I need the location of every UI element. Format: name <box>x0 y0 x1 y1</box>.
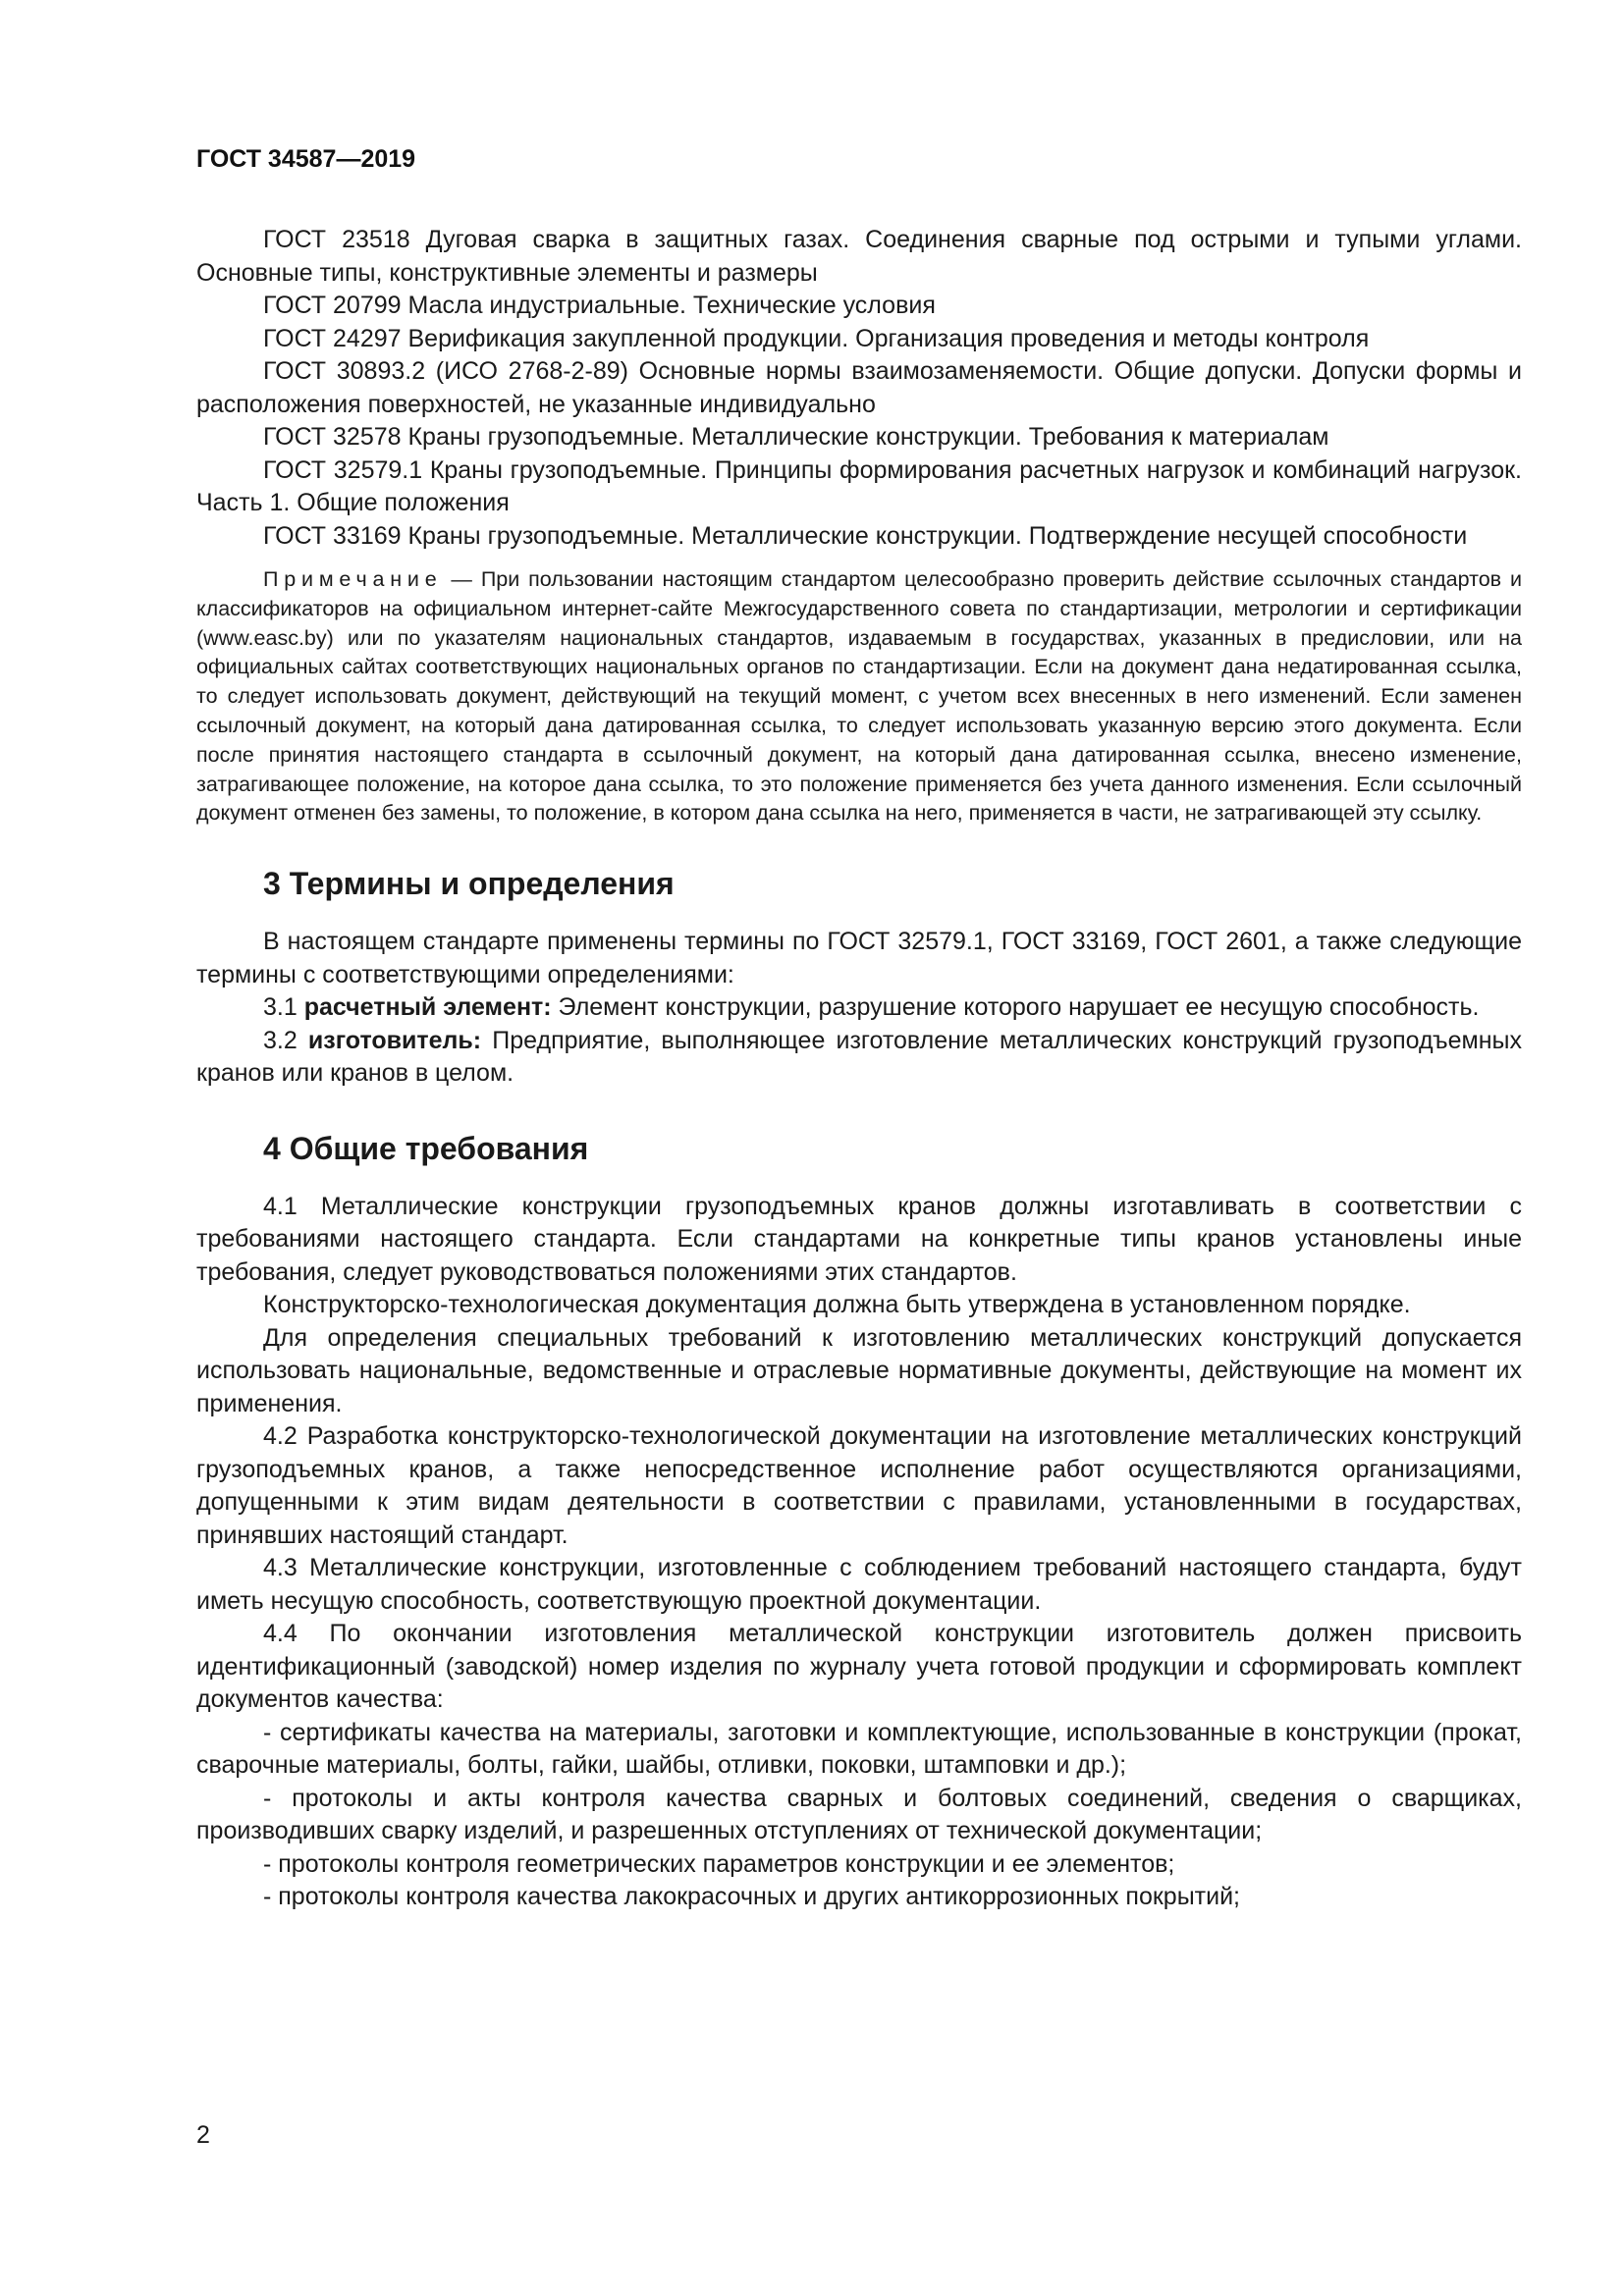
reference-item: ГОСТ 32579.1 Краны грузоподъемные. Принципы формирования расчетных нагрузок и комбинаций нагрузок. Часть 1. Общие положения <box>196 455 1522 516</box>
section-4-paragraph: 4.3 Металлические конструкции, изготовленные с соблюдением требований настоящего стандарта, будут иметь несущую способность, соответствующую проектной документации. <box>196 1554 1522 1615</box>
term-text: Элемент конструкции, разрушение которого нарушает ее несущую способность. <box>551 993 1480 1022</box>
page-number: 2 <box>196 2121 210 2149</box>
note-block <box>196 565 1522 828</box>
term-name: расчетный элемент: <box>303 993 552 1022</box>
term-number: 3.2 <box>263 1026 308 1054</box>
section-4-paragraph: 4.4 По окончании изготовления металлической конструкции изготовитель должен присвоить идентификационный (заводской) номер изделия по журналу учета готовой продукции и сформировать комплект документов качества: <box>196 1620 1522 1714</box>
term-definition <box>196 991 1522 1025</box>
list-item: - протоколы контроля геометрических параметров конструкции и ее элементов; <box>263 1849 1175 1878</box>
section-4-paragraph: 4.1 Металлические конструкции грузоподъемных кранов должны изготавливать в соответствии с требованиями настоящего стандарта. Если стандартами на конкретные типы кранов установлены иные требования, следует руководствоваться положениями этих стандартов. <box>196 1192 1522 1286</box>
section-4-paragraph: Для определения специальных требований к изготовлению металлических конструкций допускается использовать национальные, ведомственные и отраслевые нормативные документы, действующие на момент их применения. <box>196 1323 1522 1417</box>
reference-item: ГОСТ 24297 Верификация закупленной продукции. Организация проведения и методы контроля <box>263 324 1370 352</box>
term-name: изготовитель: <box>307 1026 482 1054</box>
term-number: 3.1 <box>263 993 304 1022</box>
reference-item: ГОСТ 32578 Краны грузоподъемные. Металлические конструкции. Требования к материалам <box>263 423 1329 451</box>
reference-item: ГОСТ 33169 Краны грузоподъемные. Металлические конструкции. Подтверждение несущей способности <box>263 521 1468 550</box>
normative-references <box>196 224 1522 553</box>
section-4-paragraph: 4.2 Разработка конструкторско-технологической документации на изготовление металлических конструкций грузоподъемных кранов, а также непосредственное исполнение работ осуществляются организациями, допущенными к этим видам деятельности в соответствии с правилами, установленными в государствах, принявших настоящий стандарт. <box>196 1422 1522 1549</box>
section-3-intro: В настоящем стандарте применены термины по ГОСТ 32579.1, ГОСТ 33169, ГОСТ 2601, а также следующие термины с соответствующими определениями: <box>196 928 1522 988</box>
note-paragraph <box>196 565 1522 828</box>
section-3-title: 3 Термины и определения <box>263 866 675 902</box>
section-4-paragraph: Конструкторско-технологическая документация должна быть утверждена в установленном порядке. <box>263 1291 1411 1319</box>
reference-item: ГОСТ 30893.2 (ИСО 2768-2-89) Основные нормы взаимозаменяемости. Общие допуски. Допуски формы и расположения поверхностей, не указанные индивидуально <box>196 357 1522 418</box>
list-item: - протоколы и акты контроля качества сварных и болтовых соединений, сведения о сварщиках, производивших сварку изделий, и разрешенных отступлениях от технической документации; <box>196 1784 1522 1845</box>
list-item: - протоколы контроля качества лакокрасочных и других антикоррозионных покрытий; <box>263 1883 1240 1911</box>
note-label: Примечание <box>263 567 443 591</box>
note-text: — При пользовании настоящим стандартом целесообразно проверить действие ссылочных стандартов и классификаторов на официальном интернет-сайте Межгосударственного совета по стандартизации, метрологии и сертификации (www.easc.by) или по указателям национальных стандартов, издаваемым в государствах, указанных в предисловии, или на официальных сайтах соответствующих национальных органов по стандартизации. Если на документ дана недатированная ссылка, то следует использовать документ, действующий на текущий момент, с учетом всех внесенных в него изменений. Если заменен ссылочный документ, на который дана датированная ссылка, то следует использовать указанную версию этого документа. Если после принятия настоящего стандарта в ссылочный документ, на который дана датированная ссылка, внесено изменение, затрагивающее положение, на которое дана ссылка, то это положение применяется без учета данного изменения. Если ссылочный документ отменен без замены, то положение, в котором дана ссылка на него, применяется в части, не затрагивающей эту ссылку. <box>196 567 1522 826</box>
document-header: ГОСТ 34587—2019 <box>196 145 416 173</box>
section-4-title: 4 Общие требования <box>263 1130 589 1166</box>
reference-item: ГОСТ 23518 Дуговая сварка в защитных газах. Соединения сварные под острыми и тупыми углами. Основные типы, конструктивные элементы и размеры <box>196 226 1522 287</box>
term-text: Предприятие, выполняющее изготовление металлических конструкций грузоподъемных кранов или кранов в целом. <box>196 1026 1523 1088</box>
term-definition <box>196 1025 1522 1091</box>
reference-item: ГОСТ 20799 Масла индустриальные. Технические условия <box>263 292 936 319</box>
document-body <box>196 224 1522 1914</box>
list-item: - сертификаты качества на материалы, заготовки и комплектующие, использованные в конструкции (прокат, сварочные материалы, болты, гайки, шайбы, отливки, поковки, штамповки и др.); <box>196 1718 1522 1780</box>
